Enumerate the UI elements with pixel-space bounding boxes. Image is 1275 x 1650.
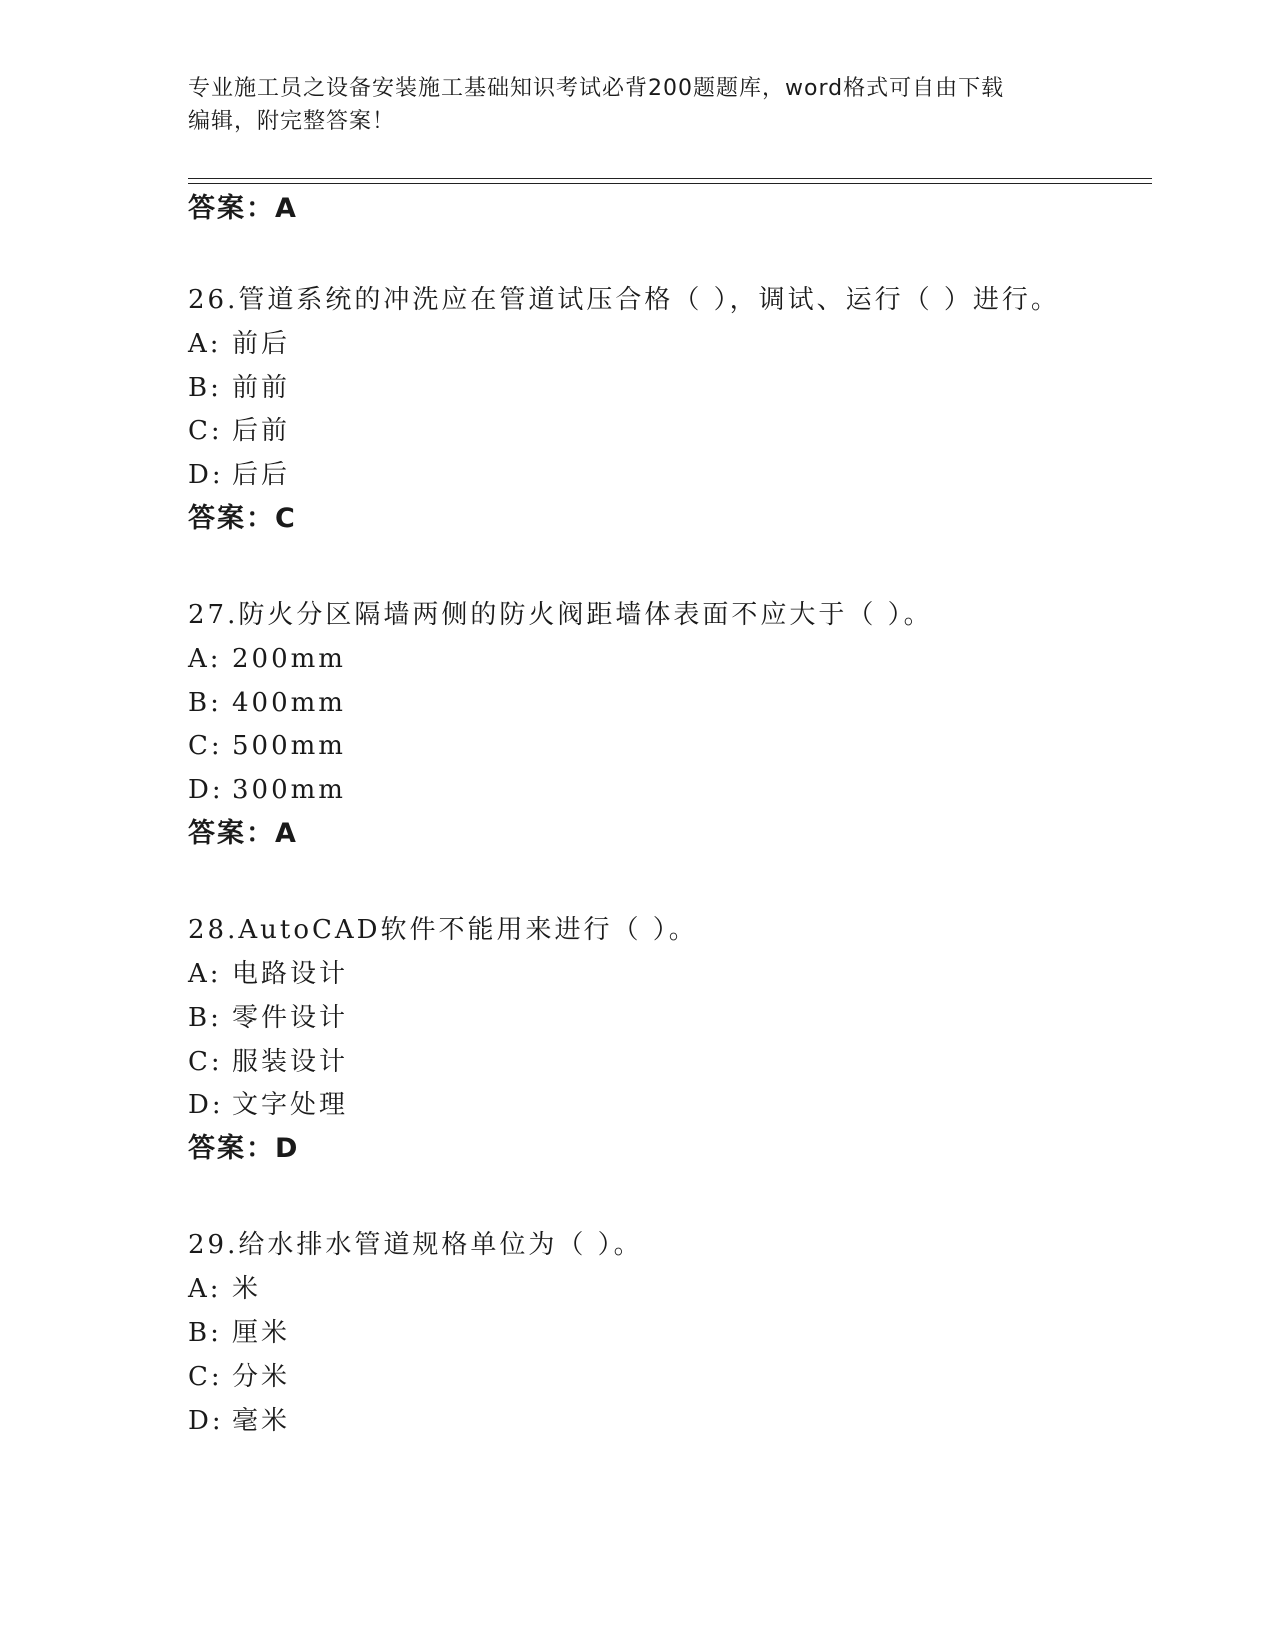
option-text: 分米 [232,1362,291,1392]
option-letter: A: [188,644,222,674]
option-letter: C: [188,1047,223,1077]
option-text: 厘米 [232,1318,291,1348]
option-text: 毫米 [232,1406,291,1436]
option-text: 前前 [232,373,291,403]
header-divider-bottom [188,183,1152,184]
header-divider-top [188,178,1152,179]
option-text: 文字处理 [232,1090,349,1120]
option-text: 200mm [232,644,346,674]
option-letter: C: [188,731,223,761]
question-stem: 29.给水排水管道规格单位为（ ）。 [188,1230,643,1260]
option-letter: C: [188,416,223,446]
option-letter: B: [188,1318,222,1348]
option-line [188,642,346,676]
option-line [188,686,346,720]
question-stem: 26.管道系统的冲洗应在管道试压合格（ ），调试、运行（ ）进行。 [188,285,1060,315]
option-line [188,1272,261,1306]
question-stem: 27.防火分区隔墙两侧的防火阀距墙体表面不应大于（ ）。 [188,600,933,630]
document-header [188,72,1088,138]
answer-line: 答案：C [188,503,297,534]
option-line [188,729,346,763]
option-line [188,957,348,991]
option-letter: D: [188,1406,224,1436]
option-letter: B: [188,688,222,718]
question-stem: 28.AutoCAD软件不能用来进行（ ）。 [188,915,698,945]
option-letter: C: [188,1362,223,1392]
option-line [188,1001,348,1035]
option-letter: A: [188,329,222,359]
option-line [188,458,290,492]
option-text: 后后 [232,460,291,490]
answer-line: 答案：A [188,818,298,849]
header-line-2: 编辑，附完整答案！ [188,109,396,134]
option-text: 前后 [232,329,291,359]
option-letter: D: [188,1090,224,1120]
option-line [188,371,290,405]
option-letter: D: [188,775,224,805]
answer-line: 答案：A [188,193,298,224]
option-line [188,327,290,361]
option-text: 300mm [232,775,346,805]
option-letter: B: [188,373,222,403]
answer-line: 答案：D [188,1133,300,1164]
header-line-1: 专业施工员之设备安装施工基础知识考试必背200题题库，word格式可自由下载 [188,76,1005,101]
option-line [188,1316,290,1350]
option-letter: B: [188,1003,222,1033]
option-line [188,414,290,448]
option-line [188,1404,290,1438]
option-text: 服装设计 [232,1047,349,1077]
option-text: 后前 [232,416,291,446]
option-line [188,1360,290,1394]
option-text: 400mm [232,688,346,718]
option-letter: D: [188,460,224,490]
option-line [188,1045,348,1079]
option-line [188,773,346,807]
option-letter: A: [188,1274,222,1304]
option-line [188,1088,348,1122]
option-text: 米 [232,1274,262,1304]
option-text: 500mm [232,731,346,761]
option-text: 零件设计 [232,1003,349,1033]
option-text: 电路设计 [232,959,349,989]
option-letter: A: [188,959,222,989]
